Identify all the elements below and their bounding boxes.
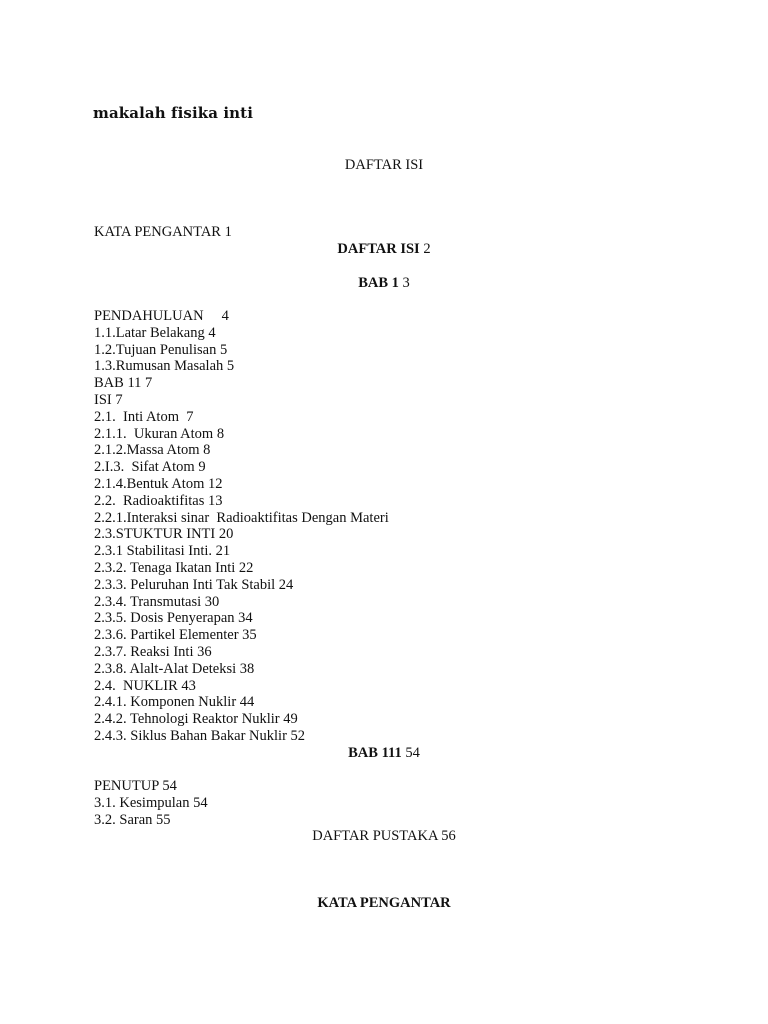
toc-item: 2.1.2.Massa Atom 8 [94, 442, 211, 459]
toc-entry-page: 3 [402, 275, 410, 291]
toc-item: 2.4.3. Siklus Bahan Bakar Nuklir 52 [94, 727, 306, 744]
toc-entry-kata-pengantar: KATA PENGANTAR 1 [94, 224, 232, 240]
toc-item: 1.2.Tujuan Penulisan 5 [94, 341, 228, 358]
toc-closing-list [94, 778, 208, 828]
toc-item: 2.2.1.Interaksi sinar Radioaktifitas Dengan Materi [94, 509, 389, 526]
toc-entry-daftar-pustaka: DAFTAR PUSTAKA 56 [312, 828, 456, 844]
toc-entry-label: BAB 111 [348, 745, 402, 761]
toc-item: 2.3.1 Stabilitasi Inti. 21 [94, 543, 231, 560]
toc-list [94, 308, 389, 745]
toc-item: 2.4.1. Komponen Nuklir 44 [94, 694, 255, 711]
toc-entry-page: 54 [405, 745, 420, 761]
toc-item: 2.3.8. Alalt-Alat Deteksi 38 [94, 660, 255, 677]
toc-item: 3.2. Saran 55 [94, 811, 171, 828]
toc-item: PENUTUP 54 [94, 778, 177, 794]
toc-item: 2.1.4.Bentuk Atom 12 [94, 475, 223, 492]
toc-entry-label: DAFTAR ISI [337, 241, 420, 257]
toc-item: BAB 11 7 [94, 375, 153, 392]
toc-item: 2.3.6. Partikel Elementer 35 [94, 627, 257, 644]
section-heading-kata-pengantar: KATA PENGANTAR [317, 895, 451, 911]
toc-entry-label: BAB 1 [358, 275, 399, 291]
toc-item: ISI 7 [94, 391, 123, 408]
toc-item: 2.I.3. Sifat Atom 9 [94, 459, 206, 476]
toc-item: 2.3.7. Reaksi Inti 36 [94, 643, 212, 660]
toc-item: 3.1. Kesimpulan 54 [94, 794, 208, 811]
toc-item: 2.3.2. Tenaga Ikatan Inti 22 [94, 559, 254, 576]
toc-heading: DAFTAR ISI [344, 157, 424, 173]
toc-item: 2.3.4. Transmutasi 30 [94, 593, 220, 610]
toc-item: 2.1. Inti Atom 7 [94, 408, 194, 425]
toc-entry-daftar-isi [0, 241, 768, 258]
toc-item: 2.4.2. Tehnologi Reaktor Nuklir 49 [94, 711, 298, 728]
toc-item: 2.4. NUKLIR 43 [94, 677, 196, 694]
toc-item: 1.1.Latar Belakang 4 [94, 324, 216, 341]
toc-entry-page: 2 [423, 241, 431, 257]
document-title: makalah fisika inti [93, 104, 254, 122]
toc-item: 2.1.1. Ukuran Atom 8 [94, 425, 225, 442]
toc-entry-bab111 [0, 745, 768, 762]
toc-item: PENDAHULUAN 4 [94, 308, 229, 324]
toc-item: 2.3.3. Peluruhan Inti Tak Stabil 24 [94, 576, 294, 593]
toc-item: 2.3.STUKTUR INTI 20 [94, 526, 234, 543]
toc-item: 2.3.5. Dosis Penyerapan 34 [94, 610, 253, 627]
toc-item: 2.2. Radioaktifitas 13 [94, 492, 223, 509]
toc-entry-bab1 [0, 275, 768, 292]
toc-item: 1.3.Rumusan Masalah 5 [94, 358, 235, 375]
